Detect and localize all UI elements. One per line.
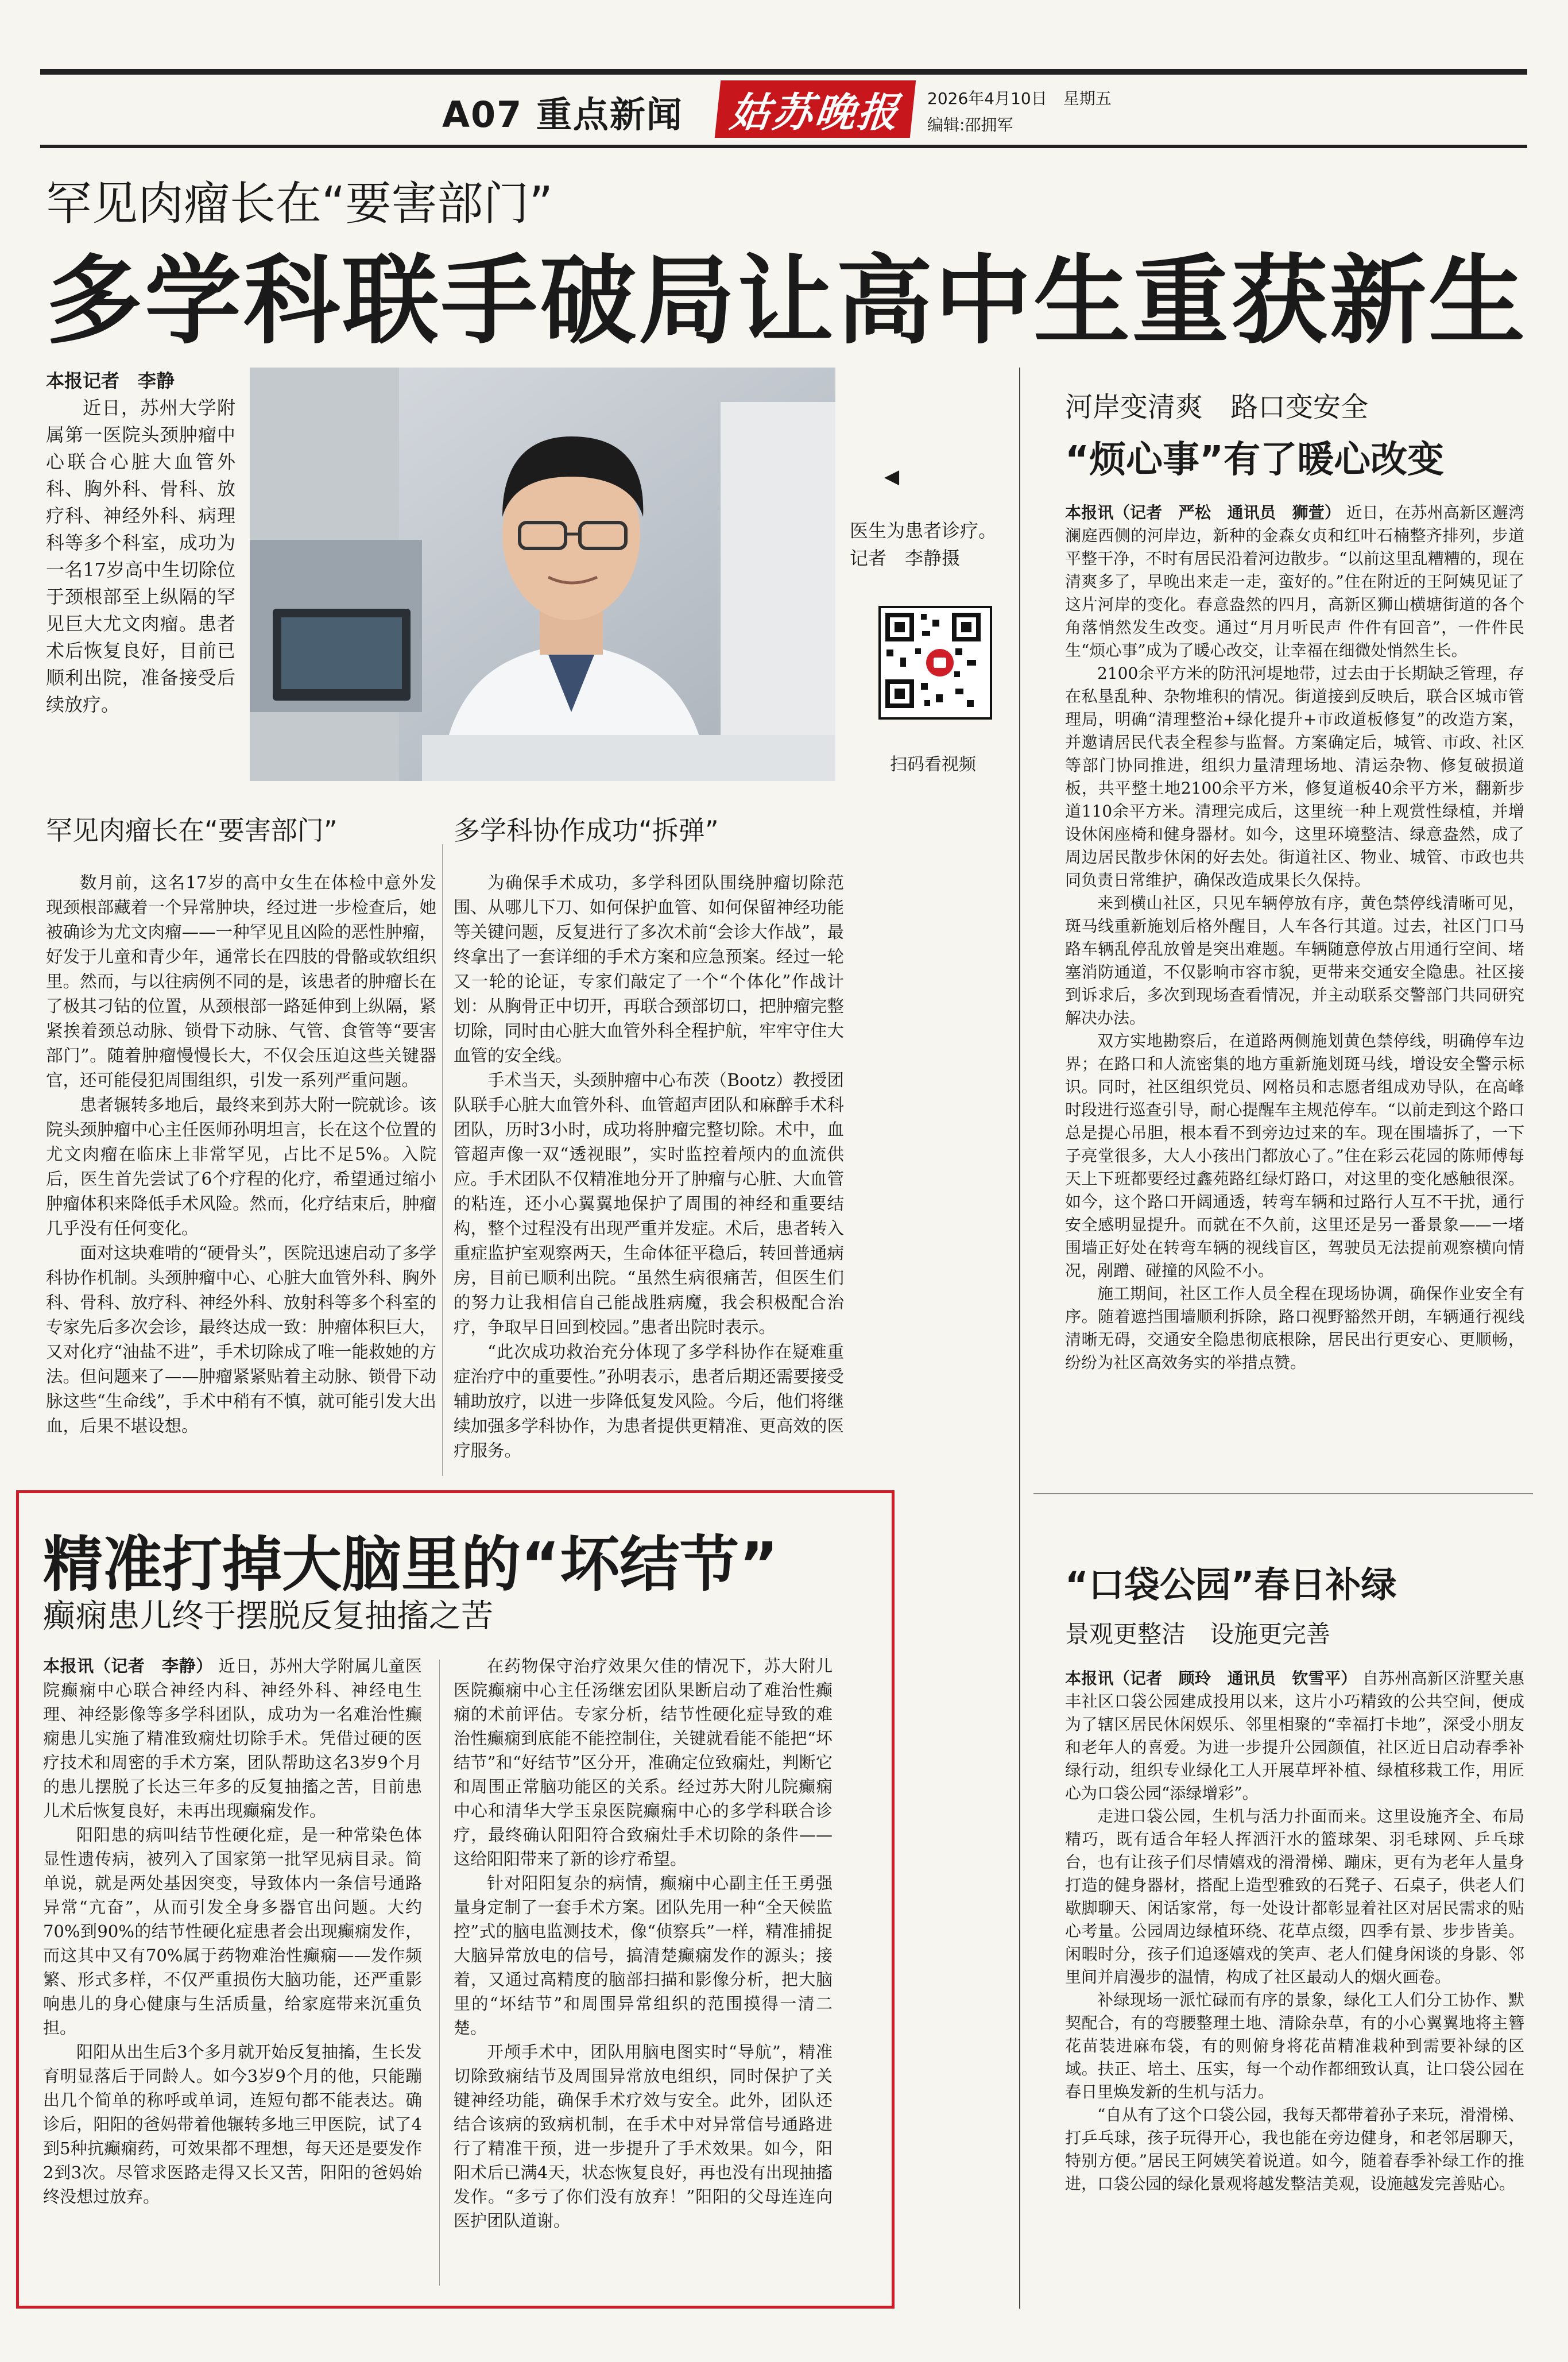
epilepsy-subhead: 癫痫患儿终于摆脱反复抽搐之苦 <box>43 1598 493 1635</box>
editor-credit: 编辑:邵拥军 <box>927 115 1013 134</box>
photo-caption: 医生为患者诊疗。 记者 李静摄 <box>850 520 1006 569</box>
paragraph: 近日，在苏州高新区邂湾澜庭西侧的河岸边，新种的金森女贞和红叶石楠整齐排列，步道平整干净，不时有居民沿着河边散步。“以前这里乱糟糟的，现在清爽多了，早晚出来走一走，蛮好的。”住在附近的王阿姨见证了这片河岸的变化。春意盎然的四月，高新区狮山横塘街道的各个角落悄然发生改变。通过“月月听民声 件件有回音”，一件件民生“烦心事”成为了暖心改交，让幸福在细微处悄然生长。 <box>1065 503 1524 660</box>
lead-byline: 本报记者 李静 <box>46 370 175 392</box>
epilepsy-col1 <box>43 1654 422 2209</box>
qr-code-icon[interactable] <box>878 606 992 720</box>
paragraph: 施工期间，社区工作人员全程在现场协调，确保作业安全有序。随着遮挡围墙顺利拆除，路口视野豁然开朗，车辆通行视线清晰无碍，交通安全隐患彻底根除，居民出行更安心、更顺畅，纷纷为社区高效务实的举措点赞。 <box>1065 1284 1524 1372</box>
lead-section2-title: 多学科协作成功“拆弹” <box>454 815 719 846</box>
epilepsy-byline: 本报讯（记者 李静） <box>43 1656 213 1676</box>
paragraph: 来到横山社区，只见车辆停放有序，黄色禁停线清晰可见，斑马线重新施划后格外醒目，人车各行其道。过去，社区门口马路车辆乱停乱放曾是突出难题。车辆随意停放占用通行空间、堵塞消防通道，不仅影响市容市貌，更带来交通安全隐患。社区接到诉求后，多次到现场查看情况，并主动联系交警部门共同研究解决办法。 <box>1065 894 1524 1027</box>
epilepsy-headline: 精准打掉大脑里的“坏结节” <box>43 1529 779 1599</box>
paragraph: 阳阳患的病叫结节性硬化症，是一种常染色体显性遗传病，被列入了国家第一批罕见病目录。简单说，就是两处基因突变，导致体内一条信号通路异常“亢奋”，从而引发全身多器官出问题。大约70%到90%的结节性硬化症患者会出现癫痫发作，而这其中又有70%属于药物难治性癫痫——发作频繁、形式多样，不仅严重损伤大脑功能，还严重影响患儿的身心健康与生活质量，给家庭带来沉重负担。 <box>43 1825 422 2038</box>
issue-date: 2026年4月10日 星期五 <box>927 89 1112 108</box>
paragraph: 2100余平方米的防汛河堤地带，过去由于长期缺乏管理，存在私垦乱种、杂物堆积的情况。街道接到反映后，联合区城市管理局，明确“清理整治+绿化提升+市政道板修复”的改造方案，并邀请居民代表全程参与监督。方案确定后，城管、市政、社区等部门协同推进，组织力量清理场地、清运杂物、修复破损道板，共平整土地2100余平方米，修复道板40余平方米，翻新步道110余平方米。清理完成后，这里统一种上观赏性绿植，并增设休闲座椅和健身器材。如今，这里环境整洁、绿意盎然，成了周边居民散步休闲的好去处。街道社区、物业、城管、市政也共同负责日常维护，确保改造成果长久保持。 <box>1065 664 1524 890</box>
paragraph: 患者辗转多地后，最终来到苏大附一院就诊。该院头颈肿瘤中心主任医师孙明坦言，长在这个位置的尤文肉瘤在临床上非常罕见，占比不足5%。入院后，医生首先尝试了6个疗程的化疗，希望通过缩小肿瘤体积来降低手术风险。然而，化疗结束后，肿瘤几乎没有任何变化。 <box>46 1095 436 1238</box>
paragraph: 自苏州高新区浒墅关惠丰社区口袋公园建成投用以来，这片小巧精致的公共空间，便成为了辖区居民休闲娱乐、邻里相聚的“幸福打卡地”，深受小朋友和老年人的喜爱。为进一步提升公园颜值，社区近日启动春季补绿行动，组织专业绿化工人开展草坪补植、绿植移栽工作，用匠心为口袋公园“添绿增彩”。 <box>1065 1669 1524 1803</box>
page-label: A07 重点新闻 <box>442 94 683 136</box>
paragraph: 近日，苏州大学附属儿童医院癫痫中心联合神经内科、神经外科、神经电生理、神经影像等多学科团队，成功为一名难治性癫痫患儿实施了精准致痫灶切除手术。凭借过硬的医疗技术和周密的手术方案，团队帮助这名3岁9个月的患儿摆脱了长达三年多的反复抽搐之苦，目前患儿术后恢复良好，未再出现癫痫发作。 <box>43 1656 422 1820</box>
epilepsy-col2 <box>454 1654 833 2233</box>
paragraph: 面对这块难啃的“硬骨头”，医院迅速启动了多学科协作机制。头颈肿瘤中心、心脏大血管外科、胸外科、骨科、放疗科、神经外科、放射科等多个科室的专家先后多次会诊，最终达成一致：肿瘤体积巨大，又对化疗“油盐不进”，手术切除成了唯一能救她的方法。但问题来了——肿瘤紧紧贴着主动脉、锁骨下动脉这些“生命线”，手术中稍有不慎，就可能引发大出血，后果不堪设想。 <box>46 1243 436 1436</box>
lead-intro-text: 近日，苏州大学附属第一医院头颈肿瘤中心联合心脏大血管外科、胸外科、骨科、放疗科、神经外科、病理科等多个科室，成功为一名17岁高中生切除位于颈根部至上纵隔的罕见巨大尤文肉瘤。患者术后恢复良好，目前已顺利出院，准备接受后续放疗。 <box>46 397 235 716</box>
column-divider-inner <box>442 844 443 1476</box>
paragraph: 手术当天，头颈肿瘤中心布茨（Bootz）教授团队联手心脏大血管外科、血管超声团队和麻醉手术科团队，历时3小时，成功将肿瘤完整切除。术中，血管超声像一双“透视眼”，实时监控着颅内的血流供应。手术团队不仅精准地分开了肿瘤与心脏、大血管的粘连，还小心翼翼地保护了周围的神经和重要结构，整个过程没有出现严重并发症。术后，患者转入重症监护室观察两天，生命体征平稳后，转回普通病房，目前已顺利出院。“虽然生病很痛苦，但医生们的努力让我相信自己能战胜病魔，我会积极配合治疗，争取早日回到校园。”患者出院时表示。 <box>454 1070 844 1337</box>
section-divider <box>1033 1493 1533 1494</box>
lead-section1-body <box>46 871 436 1439</box>
masthead <box>40 69 1527 149</box>
paragraph: 开颅手术中，团队用脑电图实时“导航”，精准切除致痫结节及周围异常放电组织，同时保护了关键神经功能，确保手术疗效与安全。此外，团队还结合该病的致病机制，在手术中对异常信号通路进行了精准干预，进一步提升了手术效果。如今，阳阳术后已满4天，状态恢复良好，再也没有出现抽搐发作。“多亏了你们没有放弃！”阳阳的父母连连向医护团队道谢。 <box>454 2042 833 2230</box>
river-body <box>1065 501 1524 1374</box>
caption-arrow-icon: ◀ <box>884 465 900 488</box>
lead-section1 <box>46 810 436 1439</box>
column-divider <box>1019 368 1020 2309</box>
park-article <box>1065 1556 1524 2195</box>
lead-section2 <box>454 810 844 1463</box>
paragraph: 在药物保守治疗效果欠佳的情况下，苏大附儿医院癫痫中心主任汤继宏团队果断启动了难治性癫痫的术前评估。专家分析，结节性硬化症导致的难治性癫痫到底能不能控制住，关键就看能不能把“坏结节”和“好结节”区分开，准确定位致痫灶，判断它和周围正常脑功能区的关系。经过苏大附儿院癫痫中心和清华大学玉泉医院癫痫中心的多学科联合诊疗，最终确认阳阳符合致痫灶手术切除的条件——这给阳阳带来了新的诊疗希望。 <box>454 1656 833 1869</box>
river-headline: “烦心事”有了暖心改变 <box>1065 439 1445 481</box>
park-body <box>1065 1667 1524 2195</box>
park-subhead: 景观更整洁 设施更完善 <box>1065 1620 1331 1648</box>
masthead-top-rule <box>40 69 1527 75</box>
park-headline: “口袋公园”春日补绿 <box>1065 1564 1397 1606</box>
lead-headline: 多学科联手破局让高中生重获新生 <box>46 245 1527 357</box>
lead-section1-title: 罕见肉瘤长在“要害部门” <box>46 815 338 846</box>
river-article <box>1065 385 1524 1374</box>
paragraph: 为确保手术成功，多学科团队围绕肿瘤切除范围、从哪儿下刀、如何保护血管、如何保留神经功能等关键问题，反复进行了多次术前“会诊大作战”，最终拿出了一套详细的手术方案和应急预案。经过一轮又一轮的论证，专家们敲定了一个“个体化”作战计划：从胸骨正中切开，再联合颈部切口，把肿瘤完整切除，同时由心脏大血管外科全程护航，牢牢守住大血管的安全线。 <box>454 873 844 1065</box>
river-kicker: 河岸变清爽 路口变安全 <box>1065 391 1369 423</box>
paragraph: 走进口袋公园，生机与活力扑面而来。这里设施齐全、布局精巧，既有适合年轻人挥洒汗水的篮球架、羽毛球网、乒乓球台，也有让孩子们尽情嬉戏的滑滑梯、蹦床，更有为老年人量身打造的健身器材，搭配上造型雅致的石凳子、石桌子，供老人们歇脚聊天、闲话家常，每一处设计都彰显着社区对居民需求的贴心考量。公园周边绿植环绕、花草点缀，四季有景、步步皆美。闲暇时分，孩子们追逐嬉戏的笑声、老人们健身闲谈的身影、邻里间并肩漫步的温情，构成了社区最动人的烟火画卷。 <box>1065 1807 1524 1986</box>
paragraph: 补绿现场一派忙碌而有序的景象，绿化工人们分工协作、默契配合，有的弯腰整理土地、清除杂草，有的小心翼翼地将主簪花苗装进麻布袋，有的则俯身将花苗精准栽种到需要补绿的区域。扶正、培土、压实，每一个动作都细致认真，让口袋公园在春日里焕发新的生机与活力。 <box>1065 1990 1524 2101</box>
doctor-photo <box>250 368 835 781</box>
masthead-bottom-rule <box>40 145 1527 148</box>
paragraph: 针对阳阳复杂的病情，癫痫中心副主任王勇强量身定制了一套手术方案。团队先用一种“全天候监控”式的脑电监测技术，像“侦察兵”一样，精准捕捉大脑异常放电的信号，搞清楚癫痫发作的源头；接着，又通过高精度的脑部扫描和影像分析，把大脑里的“坏结节”和周围异常组织的范围摸得一清二楚。 <box>454 1873 833 2038</box>
lead-section2-body <box>454 871 844 1463</box>
doctor-photo-illustration <box>250 368 835 781</box>
river-byline: 本报讯（记者 严松 通讯员 狮萱） <box>1065 503 1341 522</box>
paragraph: 数月前，这名17岁的高中女生在体检中意外发现颈根部藏着一个异常肿块，经过进一步检查后，她被确诊为尤文肉瘤——一种罕见且凶险的恶性肿瘤，好发于儿童和青少年，通常长在四肢的骨骼或软组织里。然而，与以往病例不同的是，该患者的肿瘤长在了极其刁钻的位置，从颈根部一路延伸到上纵隔，紧紧挨着颈总动脉、锁骨下动脉、气管、食管等“要害部门”。随着肿瘤慢慢长大，不仅会压迫这些关键器官，还可能侵犯周围组织，引发一系列严重问题。 <box>46 873 436 1090</box>
paragraph: 双方实地勘察后，在道路两侧施划黄色禁停线，明确停车边界；在路口和人流密集的地方重新施划斑马线，增设安全警示标识。同时，社区组织党员、网格员和志愿者组成劝导队，在高峰时段进行巡查引导，耐心提醒车主规范停车。“以前走到这个路口总是提心吊胆，根本看不到旁边过来的车。现在围墙拆了，一下子亮堂很多，大人小孩出门都放心了。”住在彩云花园的陈师傅每天上下班都要经过鑫苑路红绿灯路口，对这里的变化感触很深。如今，这个路口开阔通透，转弯车辆和过路行人互不干扰，通行安全感明显提升。而就在不久前，这里还是另一番景象——一堵围墙正好处在转弯车辆的视线盲区，驾驶员无法提前观察横向情况，剐蹭、碰撞的风险不小。 <box>1065 1031 1524 1280</box>
paragraph: 阳阳从出生后3个多月就开始反复抽搐，生长发育明显落后于同龄人。如今3岁9个月的他，只能蹦出几个简单的称呼或单词，连短句都不能表达。确诊后，阳阳的爸妈带着他辗转多地三甲医院，试了4到5种抗癫痫药，可效果都不理想，每天还是要发作2到3次。尽管求医路走得又长又苦，阳阳的爸妈始终没想过放弃。 <box>43 2042 422 2206</box>
column-divider-inner <box>439 1660 440 2286</box>
paragraph: “此次成功救治充分体现了多学科协作在疑难重症治疗中的重要性。”孙明表示，患者后期还需要接受辅助放疗，以进一步降低复发风险。今后，他们将继续加强多学科协作，为患者提供更精准、更高效的医疗服务。 <box>454 1342 844 1460</box>
paragraph: “自从有了这个口袋公园，我每天都带着孙子来玩，滑滑梯、打乒乓球，孩子玩得开心，我也能在旁边健身，和老邻居聊天，特别方便。”居民王阿姨笑着说道。如今，随着春季补绿工作的推进，口袋公园的绿化景观将越发整洁美观，设施越发完善贴心。 <box>1065 2105 1524 2193</box>
paper-logo: 姑苏晚报 <box>715 80 916 138</box>
park-byline: 本报讯（记者 顾玲 通讯员 钦雪平） <box>1065 1669 1357 1688</box>
qr-label: 扫码看视频 <box>890 755 976 775</box>
lead-kicker: 罕见肉瘤长在“要害部门” <box>46 177 553 230</box>
lead-intro <box>46 368 235 718</box>
